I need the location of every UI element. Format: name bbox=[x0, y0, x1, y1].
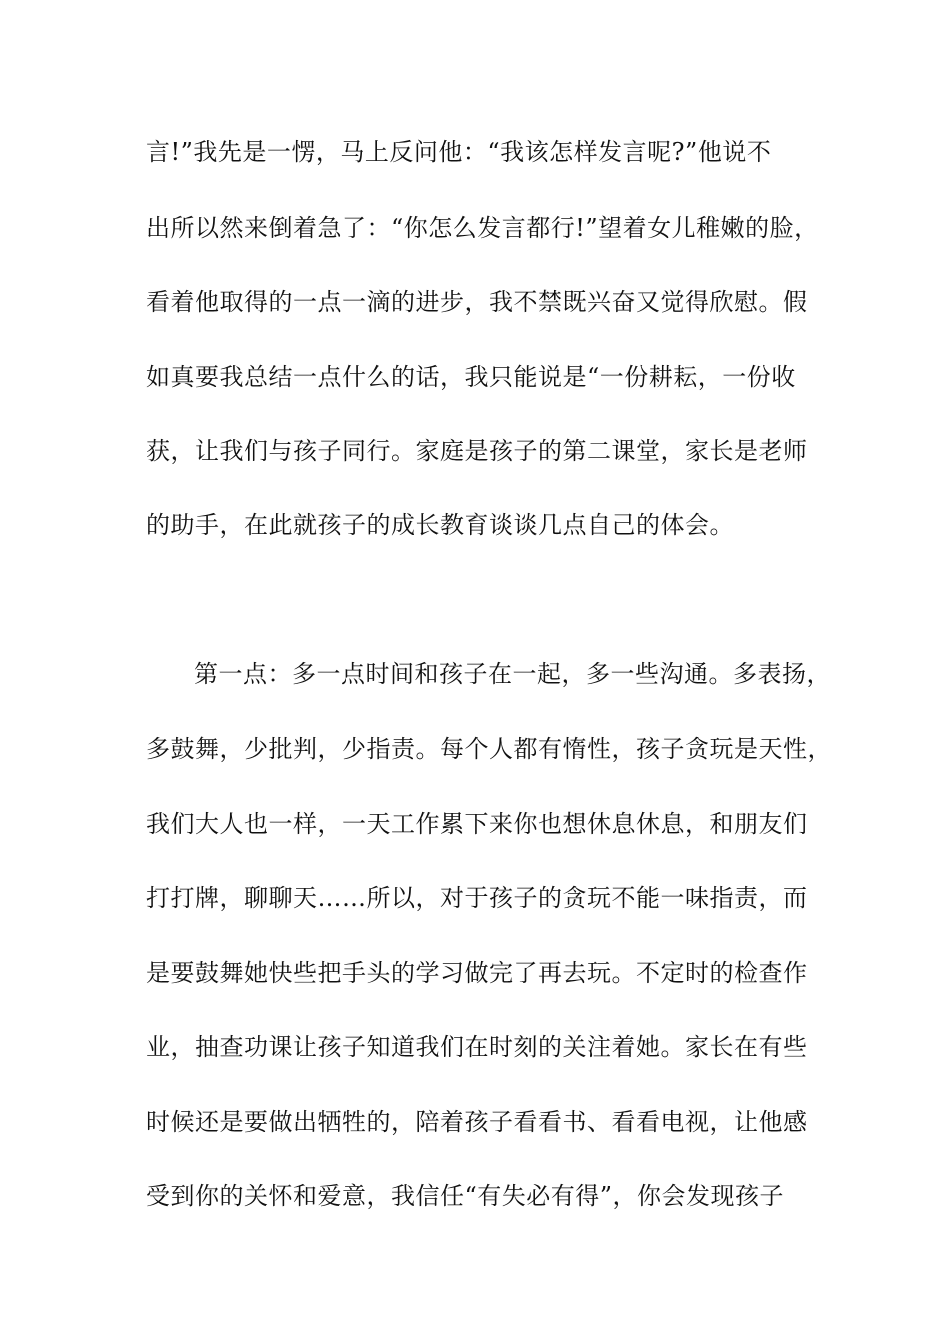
text-line: 看着他取得的一点一滴的进步，我不禁既兴奋又觉得欣慰。假 bbox=[146, 288, 808, 316]
text-line: 如真要我总结一点什么的话，我只能说是“一份耕耘，一份收 bbox=[146, 363, 796, 391]
text-line: 多鼓舞，少批判，少指责。每个人都有惰性，孩子贪玩是天性， bbox=[146, 735, 832, 763]
text-line: 时候还是要做出牺牲的，陪着孩子看看书、看看电视，让他感 bbox=[146, 1108, 808, 1136]
text-line: 我们大人也一样，一天工作累下来你也想休息休息，和朋友们 bbox=[146, 810, 808, 838]
text-line: 业，抽查功课让孩子知道我们在时刻的关注着她。家长在有些 bbox=[146, 1033, 808, 1061]
text-line: 是要鼓舞她快些把手头的学习做完了再去玩。不定时的检查作 bbox=[146, 959, 808, 987]
text-line: 获，让我们与孩子同行。家庭是孩子的第二课堂，家长是老师 bbox=[146, 437, 808, 465]
text-line: 出所以然来倒着急了：“你怎么发言都行!”望着女儿稚嫩的脸， bbox=[146, 214, 819, 242]
paragraph-first-line: 第一点：多一点时间和孩子在一起，多一些沟通。多表扬， bbox=[194, 660, 831, 688]
text-line: 的助手，在此就孩子的成长教育谈谈几点自己的体会。 bbox=[146, 511, 734, 539]
text-line: 言!”我先是一愣，马上反问他：“我该怎样发言呢?”他说不 bbox=[146, 138, 772, 166]
text-line: 打打牌，聊聊天……所以，对于孩子的贪玩不能一味指责，而 bbox=[146, 884, 808, 912]
text-line: 受到你的关怀和爱意，我信任“有失必有得”，你会发现孩子 bbox=[146, 1182, 785, 1210]
